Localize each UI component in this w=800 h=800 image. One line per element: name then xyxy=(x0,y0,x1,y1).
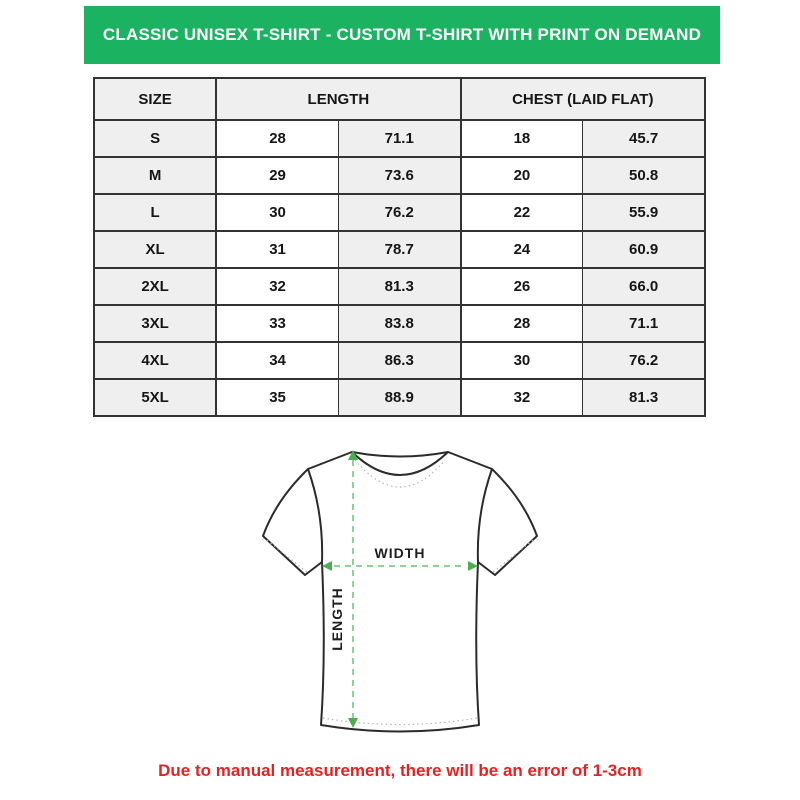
table-row xyxy=(94,157,705,194)
size-table-header xyxy=(94,78,705,120)
title-banner xyxy=(84,6,720,64)
table-row xyxy=(94,379,705,416)
table-row xyxy=(94,268,705,305)
width-arrow-label: WIDTH xyxy=(374,545,426,561)
size-table-body xyxy=(94,120,705,416)
chest-cm-cell: 71.1 xyxy=(583,305,705,342)
size-cell: M xyxy=(94,157,216,194)
length-in-cell: 28 xyxy=(216,120,338,157)
chest-in-cell: 24 xyxy=(461,231,583,268)
chest-cm-cell: 45.7 xyxy=(583,120,705,157)
size-cell: S xyxy=(94,120,216,157)
size-table xyxy=(93,77,706,417)
col-header-chest: CHEST (LAID FLAT) xyxy=(461,78,705,120)
chest-in-cell: 26 xyxy=(461,268,583,305)
tshirt-measurement-diagram xyxy=(250,438,550,750)
chest-cm-cell: 66.0 xyxy=(583,268,705,305)
chest-cm-cell: 81.3 xyxy=(583,379,705,416)
chest-in-cell: 18 xyxy=(461,120,583,157)
length-cm-cell: 88.9 xyxy=(338,379,460,416)
chest-in-cell: 20 xyxy=(461,157,583,194)
tshirt-diagram-svg xyxy=(250,438,550,750)
page-title: CLASSIC UNISEX T-SHIRT - CUSTOM T-SHIRT WITH PRINT ON DEMAND xyxy=(102,25,702,44)
table-row xyxy=(94,342,705,379)
chest-cm-cell: 60.9 xyxy=(583,231,705,268)
chest-cm-cell: 55.9 xyxy=(583,194,705,231)
size-cell: 4XL xyxy=(94,342,216,379)
chest-in-cell: 30 xyxy=(461,342,583,379)
length-in-cell: 29 xyxy=(216,157,338,194)
col-header-length: LENGTH xyxy=(216,78,460,120)
size-cell: L xyxy=(94,194,216,231)
length-in-cell: 31 xyxy=(216,231,338,268)
length-cm-cell: 73.6 xyxy=(338,157,460,194)
length-cm-cell: 71.1 xyxy=(338,120,460,157)
length-cm-cell: 81.3 xyxy=(338,268,460,305)
chest-cm-cell: 76.2 xyxy=(583,342,705,379)
col-header-size: SIZE xyxy=(94,78,216,120)
length-cm-cell: 86.3 xyxy=(338,342,460,379)
chest-in-cell: 32 xyxy=(461,379,583,416)
length-cm-cell: 83.8 xyxy=(338,305,460,342)
size-cell: 5XL xyxy=(94,379,216,416)
table-row xyxy=(94,231,705,268)
table-row xyxy=(94,194,705,231)
table-row xyxy=(94,305,705,342)
chest-in-cell: 28 xyxy=(461,305,583,342)
length-in-cell: 35 xyxy=(216,379,338,416)
length-cm-cell: 76.2 xyxy=(338,194,460,231)
size-cell: XL xyxy=(94,231,216,268)
size-cell: 2XL xyxy=(94,268,216,305)
length-cm-cell: 78.7 xyxy=(338,231,460,268)
length-in-cell: 33 xyxy=(216,305,338,342)
length-in-cell: 34 xyxy=(216,342,338,379)
length-in-cell: 30 xyxy=(216,194,338,231)
chest-cm-cell: 50.8 xyxy=(583,157,705,194)
chest-in-cell: 22 xyxy=(461,194,583,231)
table-row xyxy=(94,120,705,157)
size-cell: 3XL xyxy=(94,305,216,342)
header-row xyxy=(94,78,705,120)
tshirt-outline xyxy=(263,452,537,732)
measurement-note: Due to manual measurement, there will be an error of 1-3cm xyxy=(158,761,642,780)
length-arrow-label: LENGTH xyxy=(329,587,345,651)
length-in-cell: 32 xyxy=(216,268,338,305)
